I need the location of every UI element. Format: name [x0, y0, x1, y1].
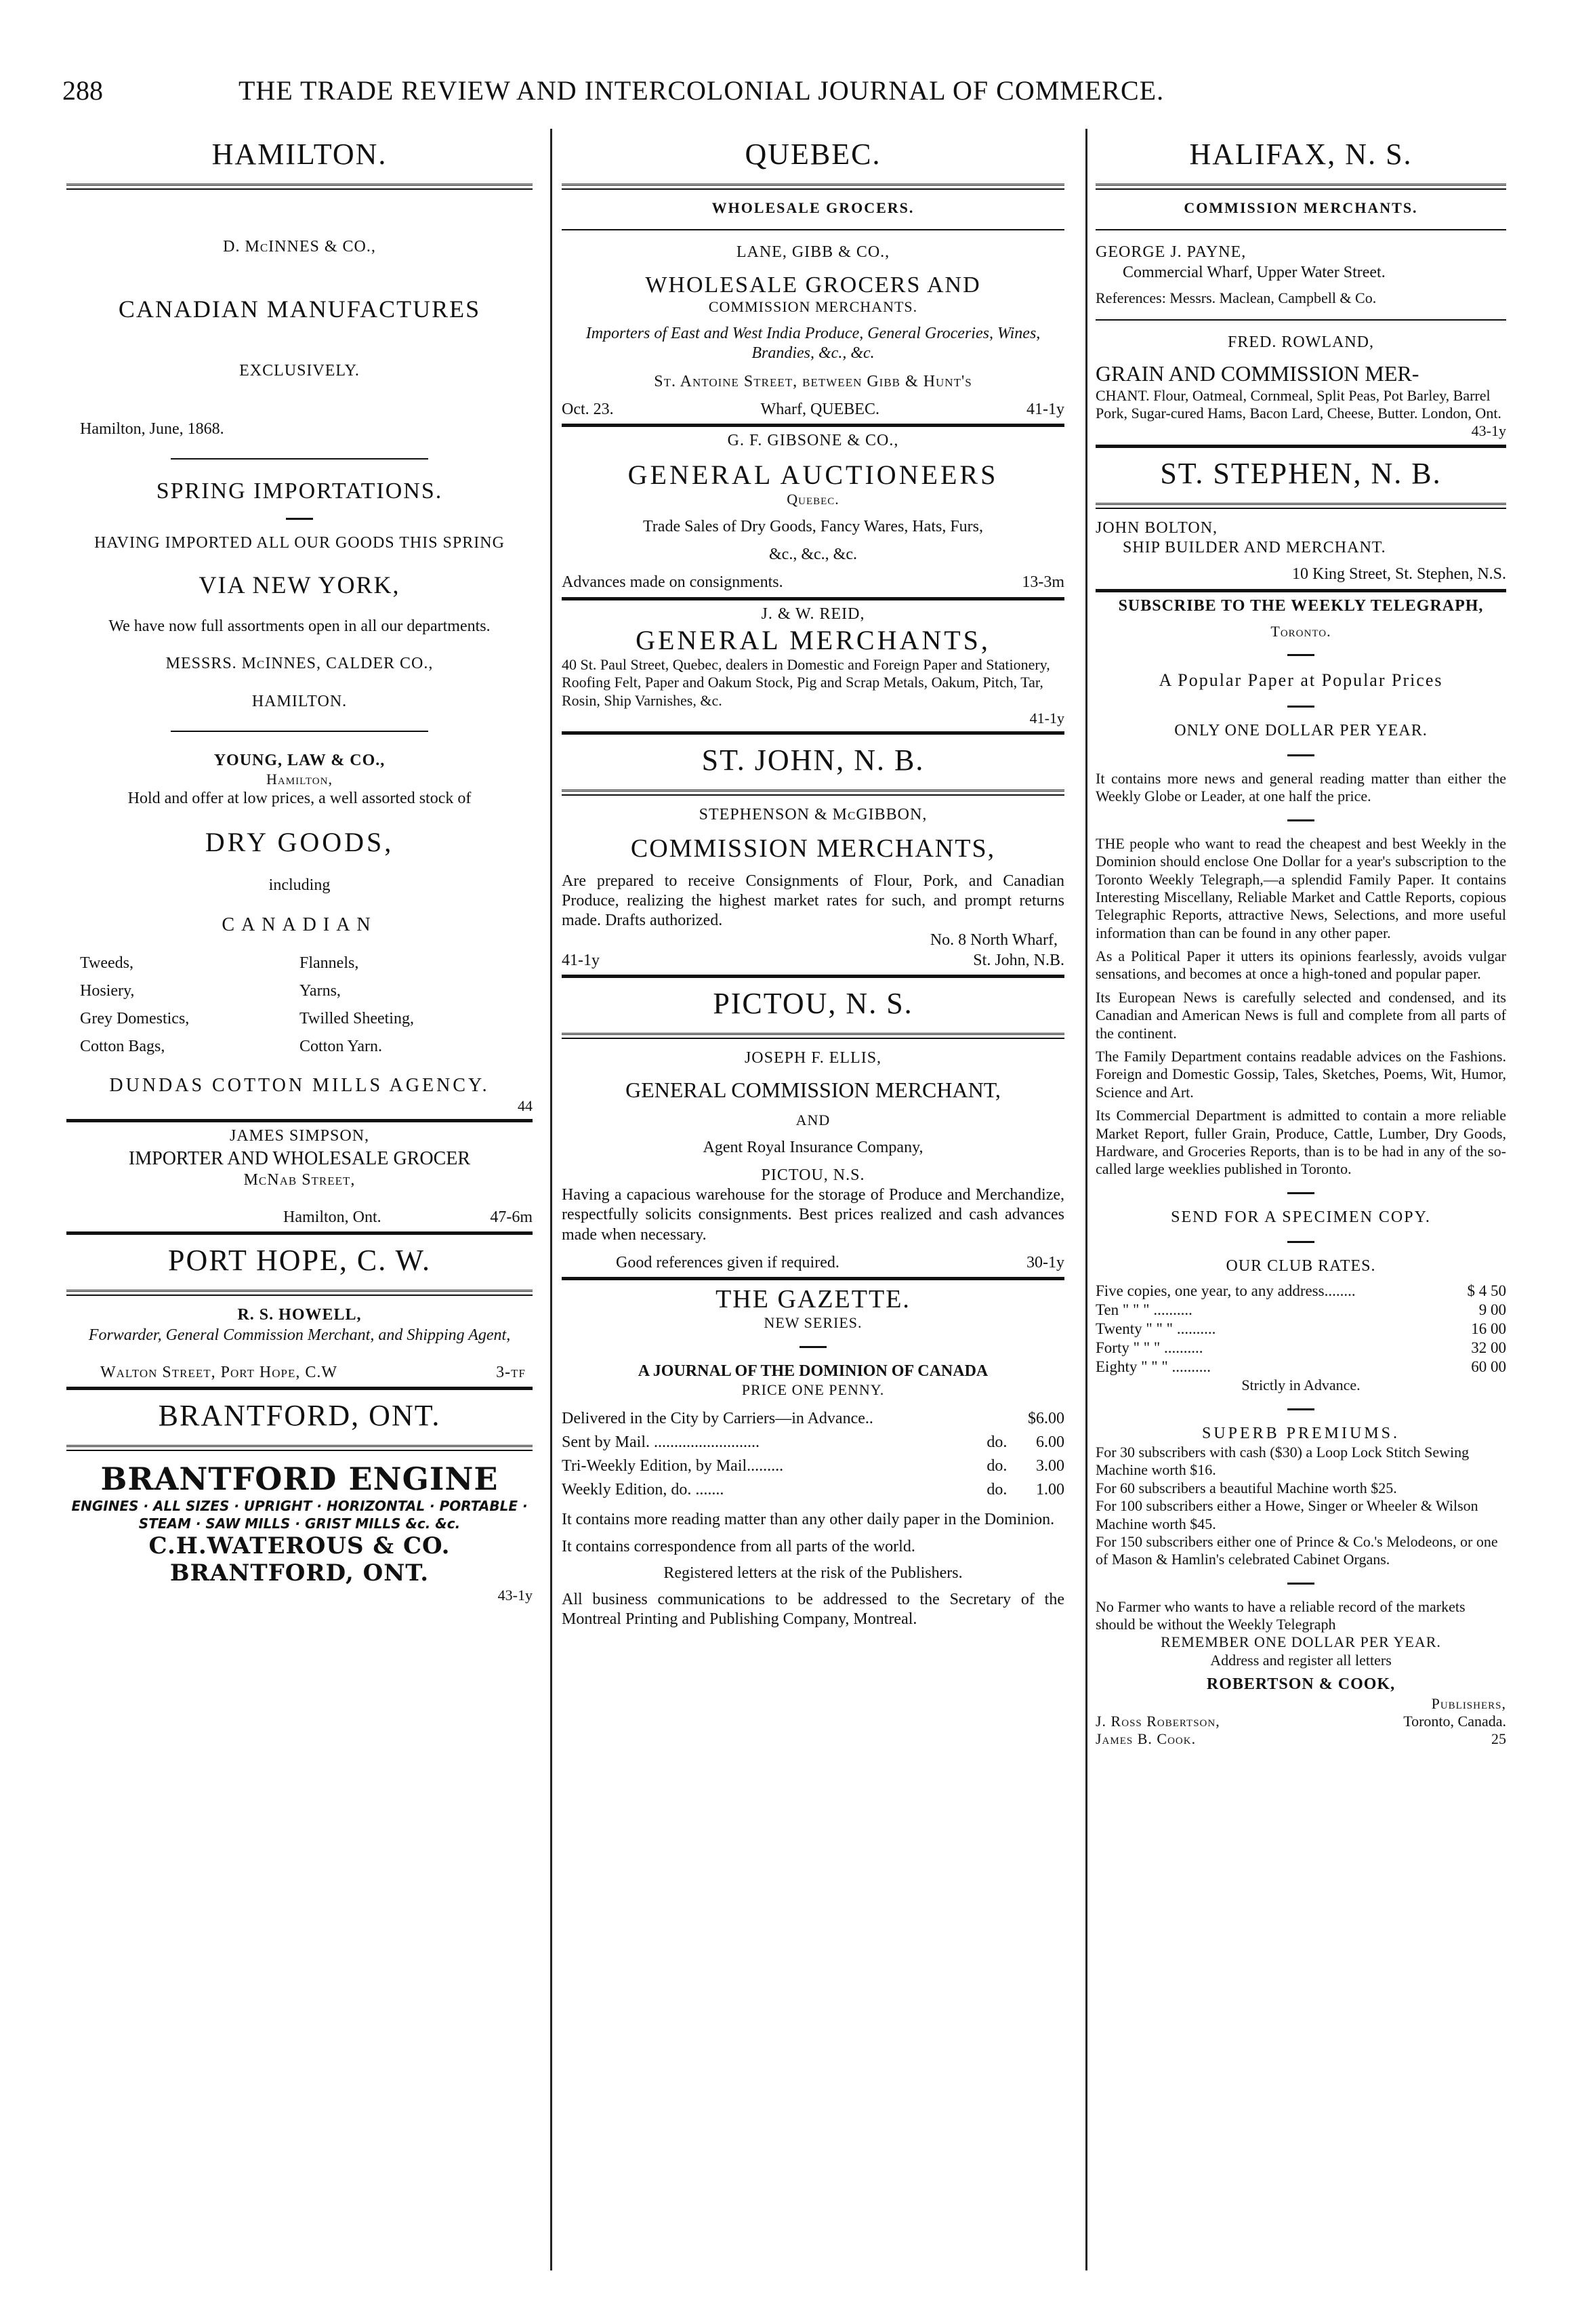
advertiser-city: Toronto, Canada.: [1403, 1712, 1506, 1730]
table-row: [1096, 1339, 1506, 1358]
table-cell: 60 00: [1471, 1358, 1506, 1376]
divider: [66, 1290, 533, 1296]
advertiser-street: McNab Street,: [243, 1170, 356, 1189]
logo-text: BRANTFORD ENGINE: [100, 1461, 499, 1498]
table-cell: Five copies, one year, to any address........: [1096, 1282, 1356, 1300]
ad-reference: 25: [1491, 1730, 1506, 1748]
ad-text-large: VIA NEW YORK,: [199, 571, 400, 599]
advertiser-name: STEPHENSON & McGIBBON,: [699, 806, 928, 824]
section-heading: SUPERB PREMIUMS.: [1201, 1424, 1400, 1442]
section-heading: SUBSCRIBE TO THE WEEKLY TELEGRAPH,: [1118, 596, 1484, 615]
table-cell: do.: [987, 1481, 1008, 1499]
advertiser-city: HAMILTON.: [251, 692, 348, 710]
ad-text: PRICE ONE PENNY.: [741, 1381, 885, 1398]
table-cell: Forty " " " ..........: [1096, 1339, 1203, 1357]
ad-reference: 47-6m: [490, 1208, 533, 1226]
ad-text: Are prepared to receive Consignments of Flour, Pork, and Canadian Produce, realizing the highest market rates for such, and prompt returns made. Drafts authorized.: [562, 872, 1064, 930]
ad-text: Registered letters at the risk of the Publishers.: [663, 1564, 963, 1582]
advertiser-name: JAMES SIMPSON,: [229, 1127, 370, 1145]
ad-text: It contains more news and general reading matter than either the Weekly Globe or Leader, at one half the price.: [1096, 769, 1506, 805]
divider: [66, 1387, 533, 1390]
divider: [171, 458, 428, 460]
section-heading: WHOLESALE GROCERS.: [711, 199, 915, 216]
ad-reference: 43-1y: [1471, 422, 1506, 440]
advertiser-name: JOSEPH F. ELLIS,: [744, 1048, 882, 1067]
divider: [562, 1033, 1064, 1039]
city-heading-brantford: BRANTFORD, ONT.: [158, 1399, 441, 1433]
divider: [1287, 819, 1314, 821]
advertiser-footer: [562, 951, 1064, 971]
ad-text: AND: [795, 1112, 831, 1129]
goods-item: Hosiery,: [80, 982, 135, 1000]
ad-text: Good references given if required.: [616, 1253, 839, 1271]
divider: [1096, 184, 1506, 190]
advertiser-footer: [66, 1208, 533, 1227]
divider: [562, 424, 1064, 427]
column-quebec: [550, 129, 1074, 2270]
ad-text: It contains more reading matter than any other daily paper in the Dominion.: [562, 1511, 1055, 1529]
section-heading: SPRING IMPORTATIONS.: [156, 478, 443, 504]
ad-text: Hold and offer at low prices, a well assorted stock of: [127, 789, 472, 807]
city-heading-hamilton: HAMILTON.: [211, 138, 388, 171]
advertiser-city: Hamilton,: [266, 771, 333, 788]
ad-text: Agent Royal Insurance Company,: [703, 1138, 923, 1156]
divider: [562, 229, 1064, 230]
table-cell: Twenty " " " ..........: [1096, 1320, 1216, 1338]
advertiser-name: MESSRS. McINNES, CALDER CO.,: [165, 655, 434, 673]
brantford-engine-works-logo: [66, 1461, 533, 1587]
divider: [66, 1231, 533, 1235]
city-heading-ststephen: ST. STEPHEN, N. B.: [1160, 456, 1442, 490]
ad-text: Its Commercial Department is admitted to contain a more reliable Market Report, fuller Grain, Produce, Cattle, Lumber, Dry Goods, Hardware, and Groceries Reports, than is to be had in any of the so-called large weeklies published in Toronto.: [1096, 1107, 1506, 1178]
divider: [286, 518, 313, 520]
advertiser-city: Hamilton, Ont.: [283, 1208, 381, 1226]
ad-text: It contains correspondence from all parts of the world.: [562, 1537, 915, 1555]
table-cell: Weekly Edition, do. .......: [562, 1481, 724, 1499]
table-cell: Eighty " " " ..........: [1096, 1358, 1211, 1376]
divider: [1287, 1241, 1314, 1243]
advertiser-name: JOHN BOLTON,: [1096, 518, 1218, 537]
table-cell: 6.00: [1036, 1433, 1064, 1452]
table-cell: 9 00: [1478, 1301, 1506, 1319]
ad-reference: 3-tf: [496, 1363, 526, 1381]
table-cell: Tri-Weekly Edition, by Mail.........: [562, 1457, 784, 1475]
ad-text: Importers of East and West India Produce, General Groceries, Wines, Brandies, &c., &c.: [585, 325, 1041, 363]
city-heading-halifax: HALIFAX, N. S.: [1189, 138, 1413, 171]
table-cell: 1.00: [1036, 1481, 1064, 1499]
ad-text: REMEMBER ONE DOLLAR PER YEAR.: [1161, 1633, 1441, 1651]
table-cell: 3.00: [1036, 1457, 1064, 1475]
ad-text: We have now full assortments open in all our departments.: [108, 617, 491, 636]
table-cell: $ 4 50: [1467, 1282, 1506, 1300]
ad-text: NEW SERIES.: [764, 1314, 863, 1332]
divider: [562, 790, 1064, 796]
divider: [1287, 706, 1314, 708]
section-heading: COMMISSION MERCHANTS.: [1184, 199, 1418, 216]
logo-text: ENGINES · ALL SIZES · UPRIGHT · HORIZONTAL · PORTABLE · STEAM · SAW MILLS · GRIST MILLS &c. &c.: [71, 1498, 528, 1532]
column-halifax: [1085, 129, 1514, 2270]
publisher-footer: [1096, 1713, 1506, 1749]
section-heading: OUR CLUB RATES.: [1226, 1257, 1376, 1276]
goods-list: [66, 954, 533, 1056]
ad-text: ONLY ONE DOLLAR PER YEAR.: [1174, 721, 1428, 739]
advertiser-city: PICTOU, N.S.: [761, 1166, 865, 1184]
ad-text: Having a capacious warehouse for the storage of Produce and Merchandize, respectfully solicits consignments. Best prices realized and cash advances made when necessary.: [562, 1186, 1064, 1244]
ad-text: Its European News is carefully selected and condensed, and its Canadian and American News is full and complete from all parts of the continent.: [1096, 988, 1506, 1042]
goods-item: Cotton Yarn.: [299, 1038, 383, 1056]
divider: [1287, 1192, 1314, 1194]
table-row: [562, 1478, 1064, 1502]
divider: [562, 975, 1064, 978]
ad-text: CANADIAN: [222, 914, 377, 936]
advertiser-address: No. 8 North Wharf,: [930, 931, 1058, 950]
advertiser-business: COMMISSION MERCHANTS.: [708, 298, 918, 315]
advertiser-city: St. John, N.B.: [973, 951, 1064, 969]
divider: [562, 731, 1064, 735]
goods-item: Yarns,: [299, 982, 341, 1000]
city-heading-pictou: PICTOU, N. S.: [713, 986, 913, 1020]
city-heading-quebec: QUEBEC.: [745, 138, 881, 171]
table-cell: $6.00: [1028, 1410, 1064, 1428]
advertiser-city: Toronto.: [1270, 622, 1331, 640]
advertiser-business: IMPORTER AND WHOLESALE GROCER: [128, 1147, 471, 1169]
advertiser-business: GENERAL AUCTIONEERS: [627, 460, 999, 491]
ad-text-large: DRY GOODS,: [205, 826, 394, 857]
publisher-person: J. Ross Robertson,: [1096, 1712, 1220, 1730]
city-heading-stjohn: ST. JOHN, N. B.: [701, 743, 925, 777]
divider: [1287, 1583, 1314, 1585]
divider: [1096, 503, 1506, 509]
table-row: [562, 1454, 1064, 1478]
ad-text: A JOURNAL OF THE DOMINION OF CANADA: [638, 1362, 989, 1380]
advertiser-name: LANE, GIBB & CO.,: [736, 243, 890, 262]
advertiser-footer: [562, 1253, 1064, 1273]
advertiser-business: CANADIAN MANUFACTURES: [118, 295, 481, 323]
advertiser-note: EXCLUSIVELY.: [239, 362, 360, 380]
advertiser-address: 10 King Street, St. Stephen, N.S.: [1292, 565, 1506, 584]
ad-reference: 41-1y: [1026, 400, 1064, 418]
publisher-location: [1403, 1713, 1506, 1749]
ad-text: For 30 subscribers with cash ($30) a Loop Lock Stitch Sewing Machine worth $16.: [1096, 1443, 1470, 1479]
ad-date: Oct. 23.: [562, 400, 614, 418]
ad-text: Publishers,: [1431, 1694, 1506, 1712]
advertiser-name: J. & W. REID,: [761, 605, 865, 623]
divider: [562, 184, 1064, 190]
table-cell: 16 00: [1471, 1320, 1506, 1338]
logo-text: C.H.WATEROUS & CO. BRANTFORD, ONT.: [148, 1532, 451, 1587]
ad-text: &c., &c., &c.: [769, 546, 857, 564]
divider: [66, 184, 533, 190]
table-row: [562, 1407, 1064, 1431]
ad-text: For 60 subscribers a beautiful Machine worth $25.: [1096, 1479, 1397, 1496]
divider: [1096, 229, 1506, 230]
table-row: [1096, 1320, 1506, 1339]
ad-reference: 13-3m: [1022, 573, 1064, 592]
advertiser-date: Hamilton, June, 1868.: [80, 420, 224, 438]
publisher-person: James B. Cook.: [1096, 1730, 1197, 1748]
ad-text: 40 St. Paul Street, Quebec, dealers in Domestic and Foreign Paper and Stationery, Roofing Felt, Paper and Oakum Stock, Pig and Scrap Metals, Oakum, Pitch, Tar, Rosin, Ship Varnishes, &c.: [562, 655, 1050, 709]
advertiser-address: St. Antoine Street, between Gibb & Hunt's: [654, 372, 972, 390]
divider: [562, 1277, 1064, 1280]
journal-title: THE TRADE REVIEW AND INTERCOLONIAL JOURNAL OF COMMERCE.: [238, 75, 1165, 106]
city-heading-porthope: PORT HOPE, C. W.: [168, 1244, 431, 1278]
advertiser-footer: [66, 1363, 533, 1383]
advertiser-business: SHIP BUILDER AND MERCHANT.: [1123, 539, 1386, 557]
divider: [562, 597, 1064, 600]
table-row: [1096, 1282, 1506, 1301]
ad-text: No Farmer who wants to have a reliable record of the markets should be without the Weekly Telegraph: [1096, 1597, 1466, 1633]
divider: [1096, 445, 1506, 448]
goods-item: Cotton Bags,: [80, 1038, 165, 1056]
advertiser-name: R. S. HOWELL,: [237, 1306, 362, 1324]
advertiser-name: G. F. GIBSONE & CO.,: [727, 432, 899, 450]
table-cell: [987, 1407, 1014, 1431]
ad-text: A Popular Paper at Popular Prices: [1159, 670, 1443, 691]
ad-text: including: [268, 876, 331, 894]
advertiser-business: GRAIN AND COMMISSION MER-: [1096, 361, 1419, 386]
ad-text: Strictly in Advance.: [1241, 1377, 1361, 1394]
advertiser-business: COMMISSION MERCHANTS,: [630, 834, 996, 863]
subscription-price-table: [562, 1407, 1064, 1502]
ad-text: THE people who want to read the cheapest and best Weekly in the Dominion should enclose One Dollar for a year's subscription to the Toronto Weekly Telegraph,—a splendid Family Paper. It contains Interesting Miscellany, Reliable Market and Cattle Reports, copious Telegraphic Reports, attractive News, Selections, and more useful information than can be found in any other paper.: [1096, 834, 1506, 941]
advertiser-footer: [562, 573, 1064, 592]
divider: [1287, 754, 1314, 756]
column-hamilton: [62, 129, 537, 2270]
table-cell: do.: [987, 1433, 1008, 1452]
table-cell: Delivered in the City by Carriers—in Advance..: [562, 1410, 873, 1428]
ad-text: All business communications to be addressed to the Secretary of the Montreal Printing and Publishing Company, Montreal.: [562, 1591, 1064, 1629]
divider: [1096, 589, 1506, 592]
table-cell: Sent by Mail. ..........................: [562, 1433, 760, 1452]
goods-item: Grey Domestics,: [80, 1010, 190, 1028]
ad-text: Address and register all letters: [1210, 1651, 1392, 1669]
divider: [171, 731, 428, 732]
ad-reference: 43-1y: [497, 1587, 533, 1604]
ad-text: Advances made on consignments.: [562, 573, 783, 592]
ad-text: HAVING IMPORTED ALL OUR GOODS THIS SPRING: [94, 533, 505, 552]
running-head: [62, 75, 1512, 115]
goods-item: Twilled Sheeting,: [299, 1010, 414, 1028]
ad-text: References: Messrs. Maclean, Campbell & Co.: [1096, 289, 1377, 306]
advertiser-name: D. McINNES & CO.,: [223, 238, 376, 256]
ad-reference: 30-1y: [1026, 1253, 1064, 1271]
ad-text: DUNDAS COTTON MILLS AGENCY.: [109, 1075, 490, 1097]
ad-reference: 41-1y: [562, 951, 600, 969]
club-rates-table: [1096, 1282, 1506, 1377]
advertiser-business: GENERAL COMMISSION MERCHANT,: [625, 1078, 1001, 1103]
divider: [1287, 1408, 1314, 1410]
ad-text: For 150 subscribers either one of Prince & Co.'s Melodeons, or one of Mason & Hamlin's celebrated Cabinet Organs.: [1096, 1532, 1498, 1568]
table-cell: Ten " " " ..........: [1096, 1301, 1192, 1319]
divider: [1096, 319, 1506, 321]
goods-item: Flannels,: [299, 954, 359, 973]
table-row: [1096, 1301, 1506, 1320]
advertiser-business: WHOLESALE GROCERS AND: [645, 272, 981, 298]
ad-text: Trade Sales of Dry Goods, Fancy Wares, Hats, Furs,: [642, 517, 984, 535]
advertiser-name: FRED. ROWLAND,: [1228, 333, 1374, 352]
publisher-names: [1096, 1713, 1220, 1749]
newspaper-page: [62, 75, 1512, 2270]
table-row: [1096, 1358, 1506, 1377]
page-number: 288: [62, 75, 103, 106]
divider: [800, 1346, 827, 1348]
divider: [1287, 654, 1314, 656]
advertiser-business: Forwarder, General Commission Merchant, and Shipping Agent,: [88, 1326, 511, 1344]
ad-text: For 100 subscribers either a Howe, Singer or Wheeler & Wilson Machine worth $45.: [1096, 1497, 1478, 1532]
advertiser-city: Wharf, QUEBEC.: [760, 400, 879, 418]
advertiser-name: GEORGE J. PAYNE,: [1096, 243, 1247, 262]
table-row: [562, 1431, 1064, 1454]
table-cell: 32 00: [1471, 1339, 1506, 1357]
goods-item: Tweeds,: [80, 954, 133, 973]
ad-text: SEND FOR A SPECIMEN COPY.: [1171, 1208, 1431, 1226]
advertiser-name: YOUNG, LAW & CO.,: [213, 751, 386, 769]
advertiser-city: Quebec.: [787, 491, 839, 508]
ad-text: As a Political Paper it utters its opinions fearlessly, avoids vulgar sensations, and becomes at once a high-toned and popular paper.: [1096, 947, 1506, 983]
advertiser-address: Commercial Wharf, Upper Water Street.: [1123, 263, 1386, 281]
advertiser-footer: [562, 400, 1064, 420]
ad-reference: 44: [518, 1097, 533, 1115]
ad-text: CHANT. Flour, Oatmeal, Cornmeal, Split Peas, Pot Barley, Barrel Pork, Sugar-cured Hams, Bacon Lard, Cheese, Butter. London, Ont.: [1096, 386, 1501, 422]
advertiser-name: ROBERTSON & COOK,: [1206, 1675, 1396, 1694]
publication-title: THE GAZETTE.: [715, 1285, 911, 1314]
advertiser-business: GENERAL MERCHANTS,: [636, 624, 991, 655]
table-cell: do.: [987, 1457, 1008, 1475]
ad-text: The Family Department contains readable advices on the Fashions. Foreign and Domestic Gossip, Tales, Sketches, Poems, Wit, Humor, Science and Art.: [1096, 1048, 1506, 1101]
divider: [66, 1445, 533, 1451]
advertiser-address: Walton Street, Port Hope, C.W: [100, 1363, 338, 1381]
divider: [66, 1119, 533, 1122]
ad-reference: 41-1y: [1029, 710, 1064, 727]
